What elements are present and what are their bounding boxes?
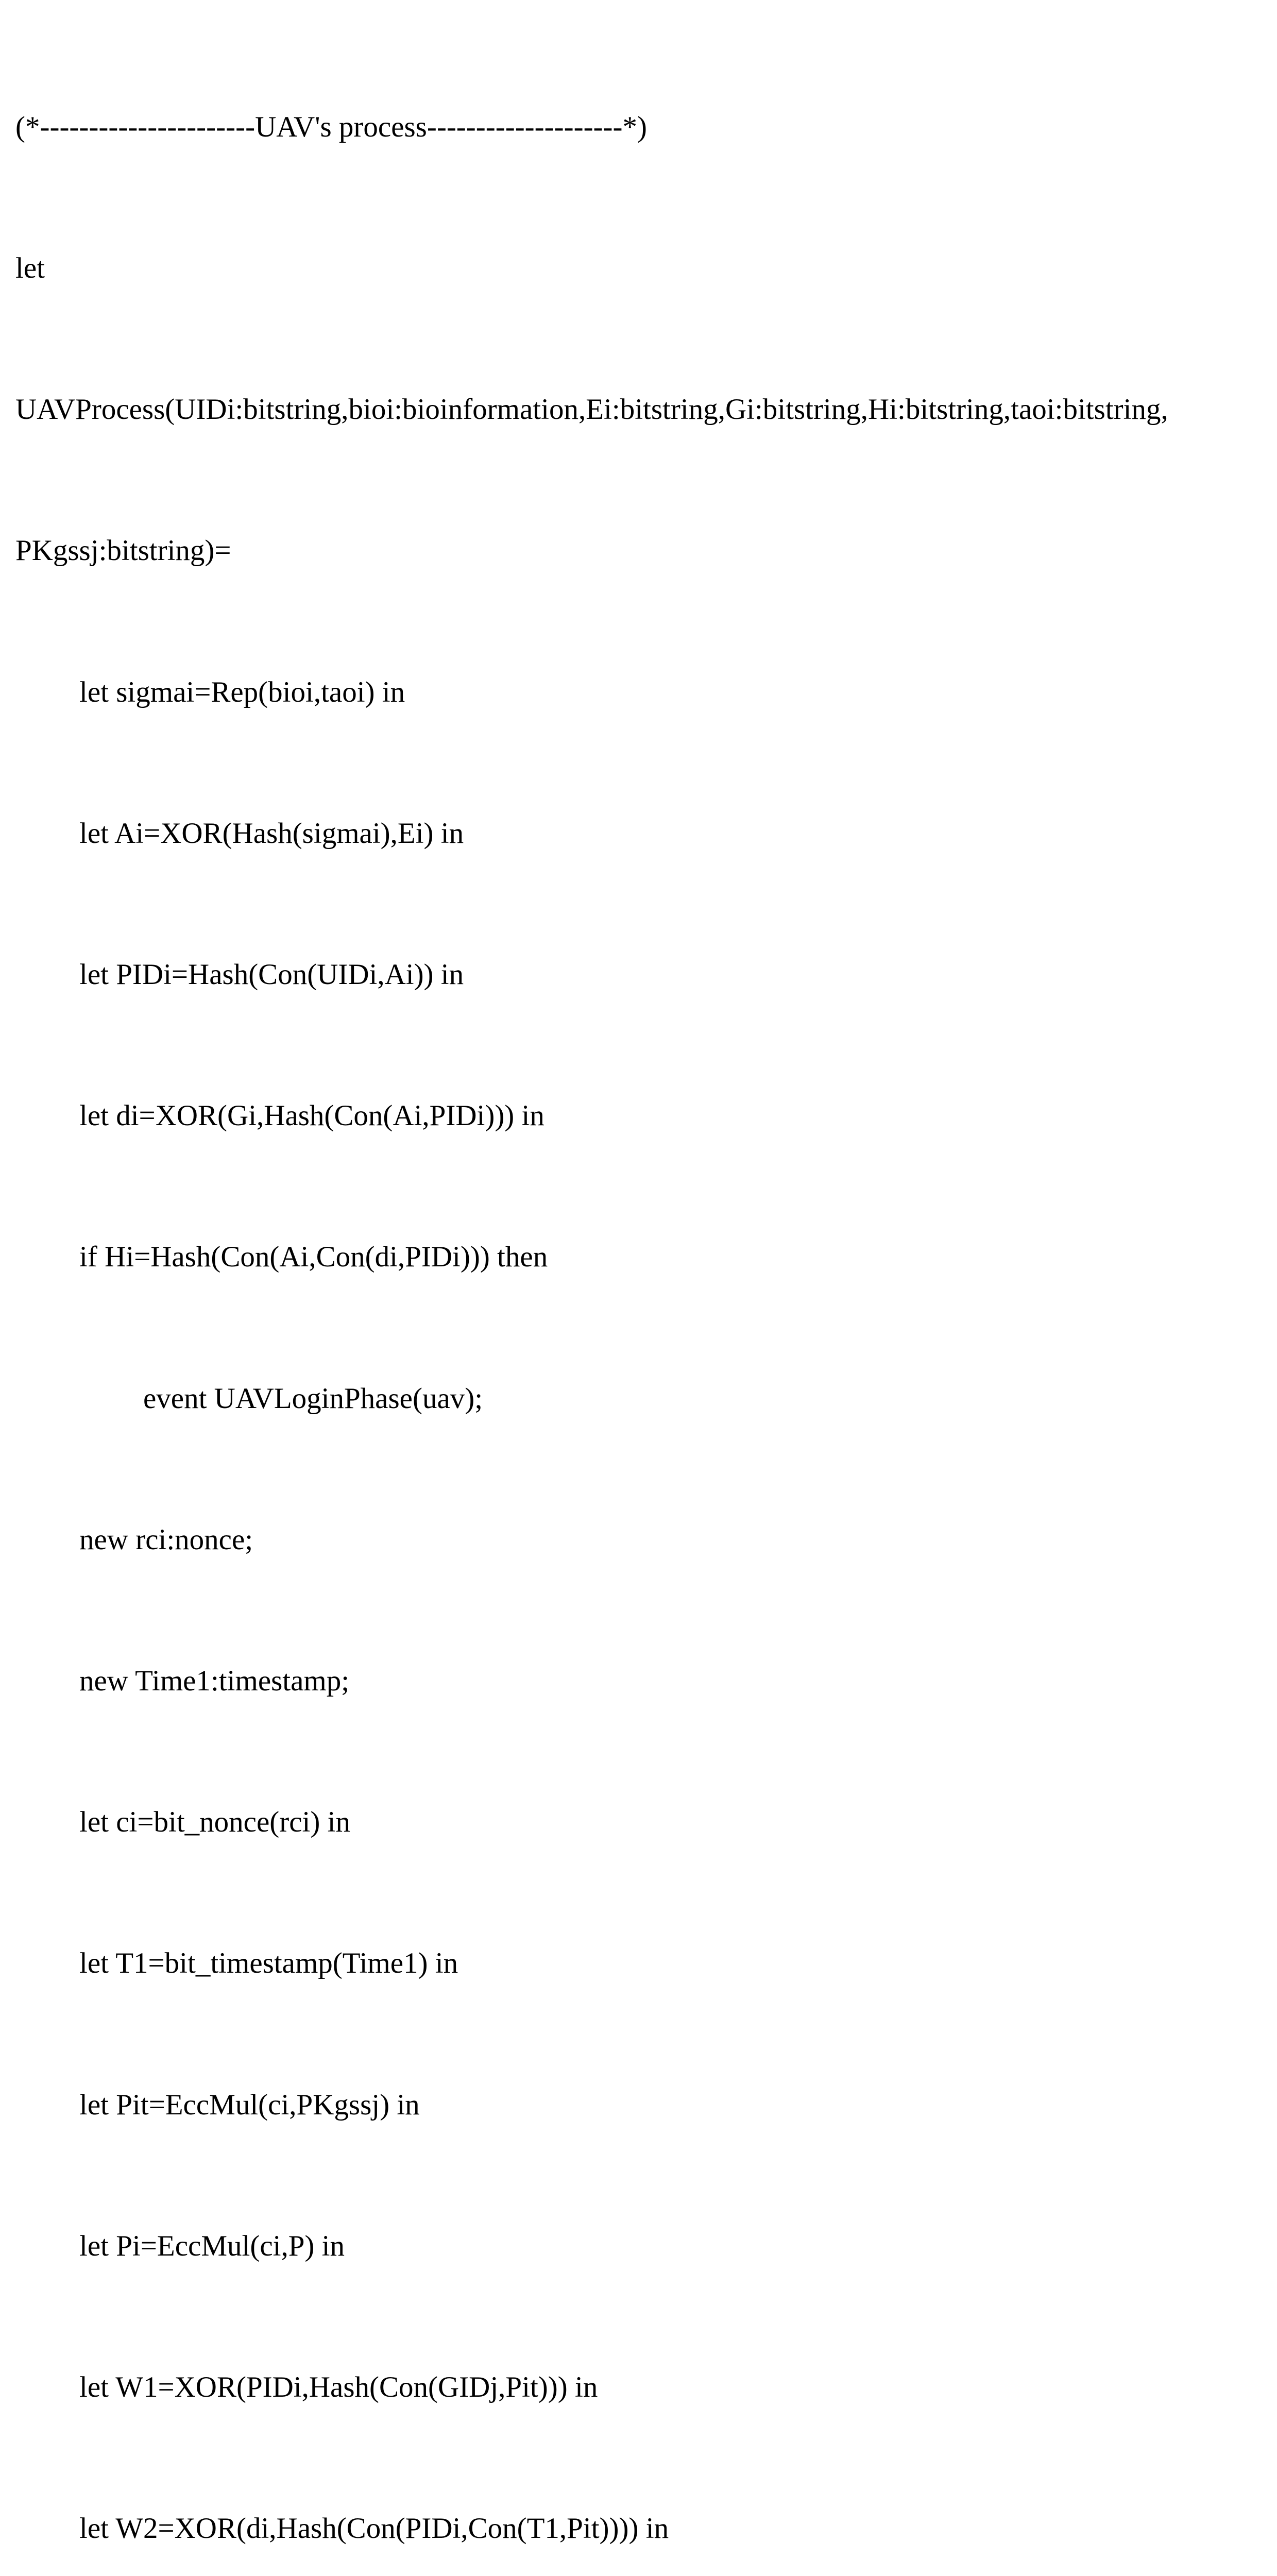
code-line: let: [15, 252, 45, 285]
code-line: let Pi=EccMul(ci,P) in: [79, 2229, 345, 2262]
comment-header: (*----------------------UAV's process--------------------*): [15, 110, 647, 143]
code-listing: [15, 9, 1262, 2576]
code-line: let Pit=EccMul(ci,PKgssj) in: [79, 2088, 420, 2121]
code-line: let sigmai=Rep(bioi,taoi) in: [79, 675, 405, 708]
code-line: PKgssj:bitstring)=: [15, 534, 231, 567]
code-line: new Time1:timestamp;: [79, 1665, 350, 1698]
code-line: event UAVLoginPhase(uav);: [143, 1382, 483, 1415]
code-line: if Hi=Hash(Con(Ai,Con(di,PIDi))) then: [79, 1241, 548, 1274]
code-line: let di=XOR(Gi,Hash(Con(Ai,PIDi))) in: [79, 1099, 544, 1132]
code-line: let ci=bit_nonce(rci) in: [79, 1806, 350, 1839]
code-line: new rci:nonce;: [79, 1523, 253, 1556]
code-line: let PIDi=Hash(Con(UIDi,Ai)) in: [79, 958, 464, 991]
code-line: let W2=XOR(di,Hash(Con(PIDi,Con(T1,Pit)))) in: [79, 2512, 669, 2545]
code-line: UAVProcess(UIDi:bitstring,bioi:bioinformation,Ei:bitstring,Gi:bitstring,Hi:bitstring,taoi:bitstring,: [15, 393, 1168, 426]
code-line: let Ai=XOR(Hash(sigmai),Ei) in: [79, 817, 464, 850]
code-line: let W1=XOR(PIDi,Hash(Con(GIDj,Pit))) in: [79, 2371, 598, 2404]
code-line: let T1=bit_timestamp(Time1) in: [79, 1947, 458, 1980]
